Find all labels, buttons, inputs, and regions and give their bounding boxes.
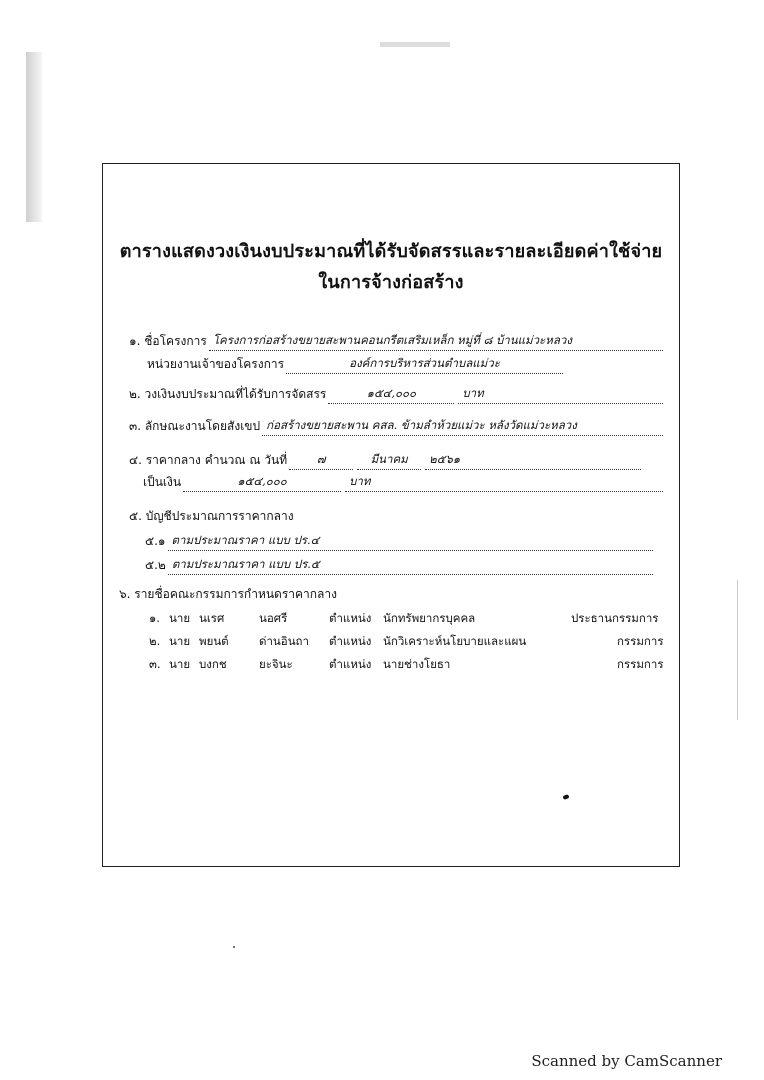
item1-label: ๑. ชื่อโครงการ: [129, 334, 207, 348]
item5-sub2-value: ตามประมาณราคา แบบ ปร.๕: [168, 556, 653, 575]
member3-pos-label: ตำแหน่ง: [329, 657, 372, 671]
item1-row: [129, 332, 665, 351]
member3-last: ยะจินะ: [259, 657, 293, 671]
member1-pos-label: ตำแหน่ง: [329, 611, 372, 625]
member3-first: บงกช: [199, 657, 227, 671]
item5-sub2-num: ๕.๒: [145, 558, 166, 572]
member2-pos-label: ตำแหน่ง: [329, 634, 372, 648]
item5-sub1-row: [145, 532, 655, 551]
median-price-unit: บาท: [345, 473, 663, 492]
item5-sub1-num: ๕.๑: [145, 534, 166, 548]
median-price-amount: ๑๕๔,๐๐๐: [183, 473, 341, 492]
member1-num: ๑.: [149, 611, 160, 625]
item5-label: ๕. บัญชีประมาณการราคากลาง: [129, 509, 294, 523]
item3-label: ๓. ลักษณะงานโดยสังเขป: [129, 419, 261, 433]
item6-label: ๖. รายชื่อคณะกรรมการกำหนดราคากลาง: [119, 587, 338, 601]
member3-role: กรรมการ: [617, 657, 664, 671]
price-day: ๗: [289, 451, 353, 470]
item1-owner-row: [147, 355, 565, 374]
owner-value: องค์การบริหารส่วนตำบลแม่วะ: [286, 355, 563, 374]
member1-last: นอศรี: [259, 611, 288, 625]
budget-amount: ๑๕๔,๐๐๐: [328, 385, 454, 404]
item4-row: [129, 451, 643, 470]
item5-sub2-row: [145, 556, 655, 575]
member2-position: นักวิเคราะห์นโยบายและแผน: [383, 634, 527, 648]
member1-position: นักทรัพยากรบุคคล: [383, 611, 476, 625]
member2-num: ๒.: [149, 634, 161, 648]
member3-prefix: นาย: [169, 657, 191, 671]
member2-role: กรรมการ: [617, 634, 664, 648]
document-frame: [102, 163, 680, 867]
item5-sub1-value: ตามประมาณราคา แบบ ปร.๔: [168, 532, 653, 551]
item6-row: [119, 585, 337, 604]
budget-unit: บาท: [458, 385, 663, 404]
member1-prefix: นาย: [169, 611, 191, 625]
item4-amount-row: [143, 473, 665, 492]
member1-first: นเรศ: [199, 611, 225, 625]
work-description: ก่อสร้างขยายสะพาน คสล. ข้ามลำห้วยแม่วะ หลังวัดแม่วะหลวง: [262, 417, 663, 436]
item2-row: [129, 385, 665, 404]
document-title-line1: ตารางแสดงวงเงินงบประมาณที่ได้รับจัดสรรและรายละเอียดค่าใช้จ่าย: [119, 241, 663, 262]
price-year: ๒๕๖๑: [425, 451, 641, 470]
member3-num: ๓.: [149, 657, 161, 671]
member2-last: ด่านอินถา: [259, 634, 309, 648]
member2-first: พยนต์: [199, 634, 229, 648]
document-title-line2: ในการจ้างก่อสร้าง: [318, 272, 464, 293]
scan-edge-line: [737, 580, 738, 720]
scan-smudge: [380, 42, 450, 47]
owner-label: หน่วยงานเจ้าของโครงการ: [147, 357, 285, 371]
item4-label: ๔. ราคากลาง คำนวณ ณ วันที่: [129, 453, 288, 467]
item5-row: [129, 507, 294, 526]
scan-edge-shadow: [26, 52, 42, 222]
price-month: มีนาคม: [357, 451, 421, 470]
scanner-watermark: Scanned by CamScanner: [531, 1052, 722, 1070]
amount-label: เป็นเงิน: [143, 475, 182, 489]
item2-label: ๒. วงเงินงบประมาณที่ได้รับการจัดสรร: [129, 387, 327, 401]
item3-row: [129, 417, 665, 436]
project-name: โครงการก่อสร้างขยายสะพานคอนกรีตเสริมเหล็ก หมู่ที่ ๘ บ้านแม่วะหลวง: [209, 332, 663, 351]
member1-role: ประธานกรรมการ: [571, 611, 659, 625]
member2-prefix: นาย: [169, 634, 191, 648]
scan-speck: [233, 946, 235, 948]
member3-position: นายช่างโยธา: [383, 657, 451, 671]
